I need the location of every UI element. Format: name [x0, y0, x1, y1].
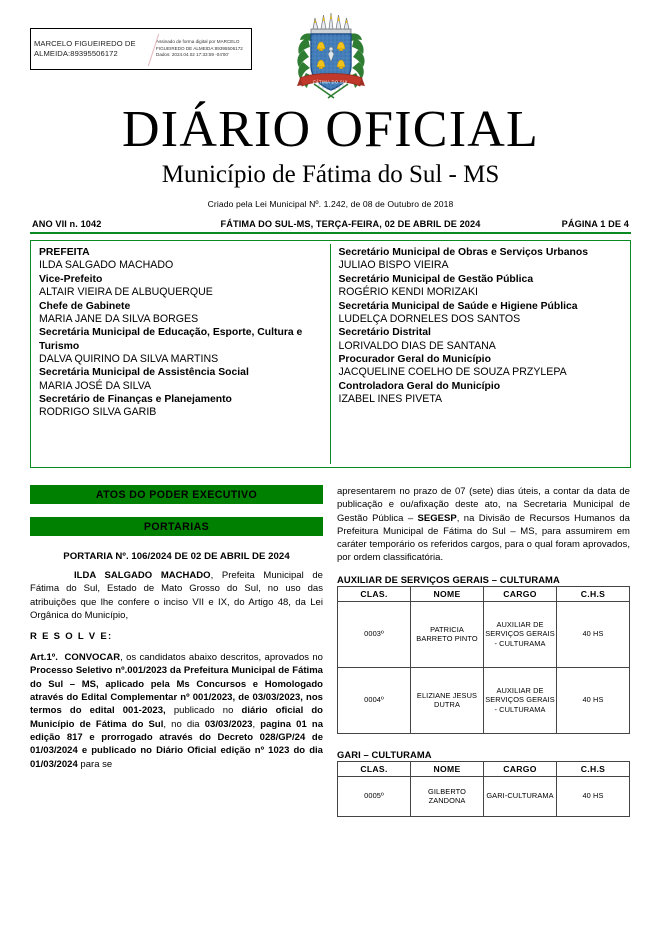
portaria-title: PORTARIA Nº. 106/2024 DE 02 DE ABRIL DE 2024 [63, 551, 290, 562]
portaria-author-name: ILDA SALGADO MACHADO [74, 570, 211, 581]
portaria-preamble-rest: , Prefeita Municipal de Fátima do Sul, Estado de Mato Grosso do Sul, no uso das atribuições que lhe confere o inciso VII e IX, do Artigo 48, da Lei Orgânica do Município, [30, 570, 323, 621]
officials-column-left [31, 244, 331, 464]
article-seg-6: 03/03/2023 [204, 718, 253, 730]
table-row [338, 776, 630, 816]
signature-details [150, 39, 248, 59]
article-seg-9: para se [77, 758, 113, 770]
section-banner-executive-acts: ATOS DO PODER EXECUTIVO [30, 485, 323, 504]
official-role: Chefe de Gabinete [39, 300, 131, 312]
table-row [338, 667, 630, 733]
cell-cargo: GARI-CULTURAMA [484, 776, 557, 816]
masthead-legal-note: Criado pela Lei Municipal Nº. 1.242, de 08 de Outubro de 2018 [207, 199, 454, 209]
section-banner-portarias: PORTARIAS [30, 517, 323, 536]
column-header-nome: NOME [411, 586, 484, 601]
cell-nome: GILBERTO ZANDONA [411, 776, 484, 816]
candidates-table-gari [337, 761, 630, 817]
cell-cargo: AUXILIAR DE SERVIÇOS GERAIS - CULTURAMA [484, 601, 557, 667]
official-name: JULIAO BISPO VIEIRA [338, 259, 449, 272]
cell-clas: 0004º [338, 667, 411, 733]
table-caption: AUXILIAR DE SERVIÇOS GERAIS – CULTURAMA [337, 573, 560, 585]
official-name: IZABEL INES PIVETA [338, 393, 443, 406]
official-role: Secretária Municipal de Saúde e Higiene Pública [338, 300, 578, 312]
column-header-cargo: CARGO [484, 586, 557, 601]
signature-name-line2: ALMEIDA:89395506172 [34, 49, 118, 58]
official-name: RODRIGO SILVA GARIB [39, 406, 157, 419]
article-seg-3: publicado no [165, 705, 242, 717]
column-left [30, 485, 323, 817]
official-role: Secretário Municipal de Gestão Pública [338, 273, 534, 285]
official-role: PREFEITA [39, 247, 90, 258]
official-name: ILDA SALGADO MACHADO [39, 259, 174, 272]
cell-clas: 0003º [338, 601, 411, 667]
cell-nome: PATRICIA BARRETO PINTO [411, 601, 484, 667]
column-header-nome: NOME [411, 761, 484, 776]
column-header-clas: CLAS. [338, 761, 411, 776]
edition-bar [30, 219, 631, 234]
signature-name-line1: MARCELO FIGUEIREDO DE [34, 39, 136, 48]
table-caption: GARI – CULTURAMA [337, 748, 432, 760]
official-name: ROGÉRIO KENDI MORIZAKI [338, 286, 478, 298]
table-spacer [337, 734, 630, 747]
svg-text:FÁTIMA DO SUL: FÁTIMA DO SUL [312, 79, 349, 85]
edition-page-indicator: PÁGINA 1 DE 4 [561, 219, 629, 229]
masthead-subtitle: Município de Fátima do Sul - MS [161, 161, 500, 188]
table-header-row [338, 761, 630, 776]
official-role: Secretária Municipal de Assistência Social [39, 367, 249, 379]
article-verb: CONVOCAR [64, 652, 121, 664]
continuation-seg-2: , na Divisão de Recursos Humanos da Prefeitura Municipal de Fátima do Sul – MS, para assumirem em caráter temporário os referidos cargos, para o qual foram aprovados, por ordem classificatória. [337, 512, 630, 564]
portaria-preamble [30, 569, 323, 622]
candidates-table-auxiliar [337, 586, 630, 734]
digital-signature-box [30, 28, 252, 70]
table-header-row [338, 586, 630, 601]
article-seg-1: , os candidatos abaixo descritos, aprovados no [120, 652, 323, 664]
coat-of-arms-icon [294, 4, 368, 100]
cell-cargo: AUXILIAR DE SERVIÇOS GERAIS - CULTURAMA [484, 667, 557, 733]
article-seg-5: , no dia [163, 718, 205, 730]
signature-detail-line2: FIGUEIREDO DE ALMEIDA:89395506172 [156, 45, 243, 51]
edition-year-number: ANO VII n. 1042 [32, 219, 102, 229]
continuation-seg-1: apresentarem no prazo de 07 (sete) dias úteis, a contar da data de publicação e ou/afixação deste ato, na Secretaria Municipal de Gestão Pública – [337, 486, 630, 524]
official-name: JACQUELINE COELHO DE SOUZA PRZYLEPA [338, 366, 567, 379]
official-role: Secretário Distrital [338, 327, 431, 339]
column-header-chs: C.H.S [557, 761, 630, 776]
header-top-zone [30, 0, 631, 100]
official-role: Secretário Municipal de Obras e Serviços Urbanos [338, 247, 588, 258]
article-seg-8: pagina 01 na edição 817 e prorrogado através do Decreto 028/GP/24 de 01/03/2024 e publicado no Diário Oficial edição nº 1023 do dia 01/03/2024 [30, 718, 323, 770]
cell-chs: 40 HS [557, 601, 630, 667]
official-role: Vice-Prefeito [39, 273, 103, 285]
official-role: Controladora Geral do Município [338, 380, 501, 392]
official-name: MARIA JANE DA SILVA BORGES [39, 312, 199, 325]
official-name: DALVA QUIRINO DA SILVA MARTINS [39, 352, 219, 365]
officials-column-right [331, 244, 631, 464]
table-row [338, 601, 630, 667]
column-header-clas: CLAS. [338, 586, 411, 601]
signature-name [34, 39, 150, 59]
official-role: Secretária Municipal de Educação, Esporte, Cultura e Turismo [39, 327, 303, 352]
portaria-article-1 [30, 651, 323, 771]
official-name: LUDELÇA DORNELES DOS SANTOS [338, 312, 521, 325]
article-seg-4: diário oficial do Município de Fátima do Sul [30, 705, 324, 730]
cell-clas: 0005º [338, 776, 411, 816]
article-seg-7: , [252, 718, 261, 730]
cell-chs: 40 HS [557, 776, 630, 816]
column-right [337, 485, 630, 817]
signature-detail-line3: Dados: 2024.04.02 17:33:59 -04'00' [156, 52, 229, 58]
column-header-cargo: CARGO [484, 761, 557, 776]
masthead [30, 102, 631, 209]
cell-chs: 40 HS [557, 667, 630, 733]
official-name: ALTAIR VIEIRA DE ALBUQUERQUE [39, 286, 213, 298]
page-title: DIÁRIO OFICIAL [122, 101, 539, 158]
article-seg-2: Processo Seletivo nº.001/2023 da Prefeitura Municipal de Fátima do Sul – MS, aplicado pela Ms Concursos e Homologado através do Edital Complementar nº 001/2023, de 03/03/2023, nos termos do edital 001-2023, [30, 665, 323, 717]
article-label: Art.1º. [30, 652, 58, 664]
content-columns [30, 485, 631, 817]
official-role: Procurador Geral do Município [338, 354, 491, 366]
edition-place-date: FÁTIMA DO SUL-MS, TERÇA-FEIRA, 02 DE ABRIL DE 2024 [220, 219, 481, 229]
official-name: MARIA JOSÉ DA SILVA [39, 379, 152, 392]
column-header-chs: C.H.S [557, 586, 630, 601]
continuation-segesp: SEGESP [417, 512, 457, 524]
portaria-continuation [337, 485, 630, 565]
portaria-resolve-label: R E S O L V E: [30, 631, 113, 643]
official-name: LORIVALDO DIAS DE SANTANA [338, 339, 496, 352]
officials-box [30, 240, 631, 468]
signature-detail-line1: Assinado de forma digital por MARCELO [156, 39, 240, 45]
cell-nome: ELIZIANE JESUS DUTRA [411, 667, 484, 733]
official-role: Secretário de Finanças e Planejamento [39, 394, 232, 406]
